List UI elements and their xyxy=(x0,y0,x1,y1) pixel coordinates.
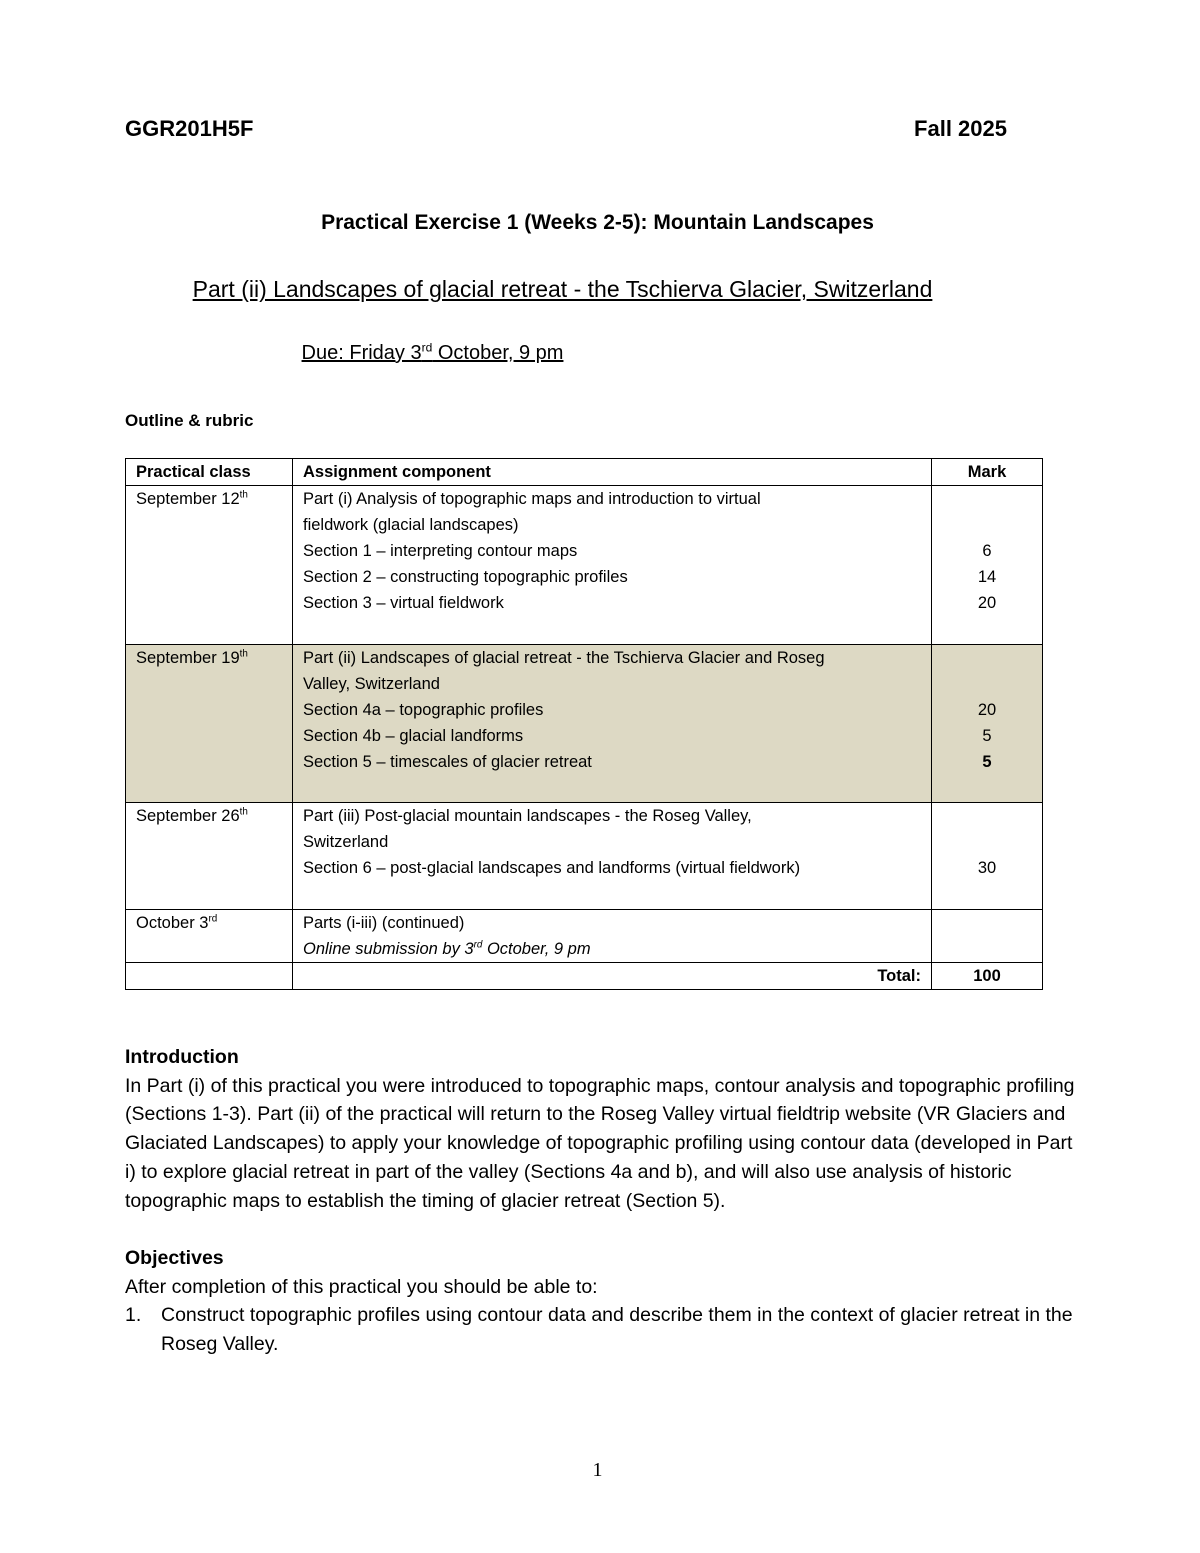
component-cell xyxy=(293,803,932,910)
mark-cell xyxy=(932,910,1043,963)
component-line: Section 4b – glacial landforms xyxy=(303,727,524,745)
subtitle: Part (ii) Landscapes of glacial retreat - the Tschierva Glacier, Switzerland xyxy=(192,276,933,302)
empty-cell xyxy=(126,963,293,990)
date-sup: th xyxy=(239,489,248,501)
submission-suffix: October, 9 pm xyxy=(482,940,591,958)
mark: 6 xyxy=(982,542,992,560)
rubric-table xyxy=(125,458,1043,990)
header-cell xyxy=(126,459,293,486)
component-line: Section 4a – topographic profiles xyxy=(303,701,544,719)
objectives-heading: Objectives xyxy=(125,1246,224,1269)
mark-cell xyxy=(932,803,1043,910)
date-cell xyxy=(126,486,293,645)
date-sup: th xyxy=(239,648,248,660)
component-line: Section 6 – post-glacial landscapes and landforms (virtual fieldwork) xyxy=(303,859,801,877)
mark: 14 xyxy=(977,568,997,586)
mark: 20 xyxy=(977,701,997,719)
body-text xyxy=(125,1043,1075,1359)
due-date xyxy=(0,342,865,365)
term: Fall 2025 xyxy=(914,116,1007,141)
mark: 30 xyxy=(977,859,997,877)
table-row xyxy=(126,486,1043,645)
due-suffix: October, 9 pm xyxy=(432,342,564,364)
total-row xyxy=(126,963,1043,990)
submission-sup: rd xyxy=(473,939,483,951)
date-sup: th xyxy=(239,806,248,818)
page-title: Practical Exercise 1 (Weeks 2-5): Mountain Landscapes xyxy=(321,211,874,234)
component-line: Part (i) Analysis of topographic maps and introduction to virtual xyxy=(303,490,761,508)
total-label-cell xyxy=(293,963,932,990)
total-value-cell xyxy=(932,963,1043,990)
course-code: GGR201H5F xyxy=(125,116,254,141)
header-cell xyxy=(932,459,1043,486)
introduction-heading: Introduction xyxy=(125,1046,239,1068)
page-number: 1 xyxy=(592,1459,603,1481)
mark: 5 xyxy=(982,753,992,771)
mark-cell xyxy=(932,486,1043,645)
component-line: fieldwork (glacial landscapes) xyxy=(303,516,519,534)
table-row xyxy=(126,803,1043,910)
mark-cell xyxy=(932,645,1043,803)
mark: 20 xyxy=(977,594,997,612)
objectives-lead: After completion of this practical you should be able to: xyxy=(125,1275,598,1298)
component-line: Section 5 – timescales of glacier retreat xyxy=(303,753,592,771)
date-cell xyxy=(126,803,293,910)
table-header-row xyxy=(126,459,1043,486)
header-mark: Mark xyxy=(967,463,1007,481)
objective-text: Construct topographic profiles using contour data and describe them in the context of glacier retreat in the Roseg Valley. xyxy=(161,1304,1073,1356)
date: October 3 xyxy=(136,914,209,932)
table-row-highlighted xyxy=(126,645,1043,803)
due-prefix: Due: Friday 3 xyxy=(301,342,422,364)
component-line: Section 2 – constructing topographic profiles xyxy=(303,568,628,586)
date: September 19 xyxy=(136,649,240,667)
mark: 5 xyxy=(982,727,992,745)
date-sup: rd xyxy=(208,913,218,925)
date-cell xyxy=(126,645,293,803)
objective-item xyxy=(125,1301,1075,1358)
component-line: Section 1 – interpreting contour maps xyxy=(303,542,578,560)
table-row xyxy=(126,910,1043,963)
component-line: Valley, Switzerland xyxy=(303,675,440,693)
component-cell xyxy=(293,645,932,803)
component-cell xyxy=(293,910,932,963)
date: September 26 xyxy=(136,807,240,825)
component-cell xyxy=(293,486,932,645)
header-practical-class: Practical class xyxy=(136,463,251,481)
component-line: Part (ii) Landscapes of glacial retreat - the Tschierva Glacier and Roseg xyxy=(303,649,825,667)
submission-line xyxy=(303,936,921,962)
header-assignment-component: Assignment component xyxy=(303,463,491,481)
objective-number: 1. xyxy=(125,1304,142,1327)
date-cell xyxy=(126,910,293,963)
total-label: Total: xyxy=(877,967,921,985)
component-line: Part (iii) Post-glacial mountain landscapes - the Roseg Valley, xyxy=(303,807,752,825)
total-value: 100 xyxy=(973,967,1001,985)
introduction-text: In Part (i) of this practical you were introduced to topographic maps, contour analysis and topographic profiling (Sections 1-3). Part (ii) of the practical will return to the Roseg Valley virtual fieldtrip website (VR Glaciers and Glaciated Landscapes) to apply your knowledge of topographic profiling using contour data (developed in Part i) to explore glacial retreat in part of the valley (Sections 4a and b), and will also use analysis of historic topographic maps to establish the timing of glacier retreat (Section 5). xyxy=(125,1074,1075,1212)
due-sup: rd xyxy=(421,340,433,355)
submission-prefix: Online submission by 3 xyxy=(303,940,474,958)
component-line: Section 3 – virtual fieldwork xyxy=(303,594,504,612)
date: September 12 xyxy=(136,490,240,508)
header-cell xyxy=(293,459,932,486)
component-line: Parts (i-iii) (continued) xyxy=(303,914,465,932)
component-line: Switzerland xyxy=(303,833,389,851)
outline-heading: Outline & rubric xyxy=(125,411,254,430)
